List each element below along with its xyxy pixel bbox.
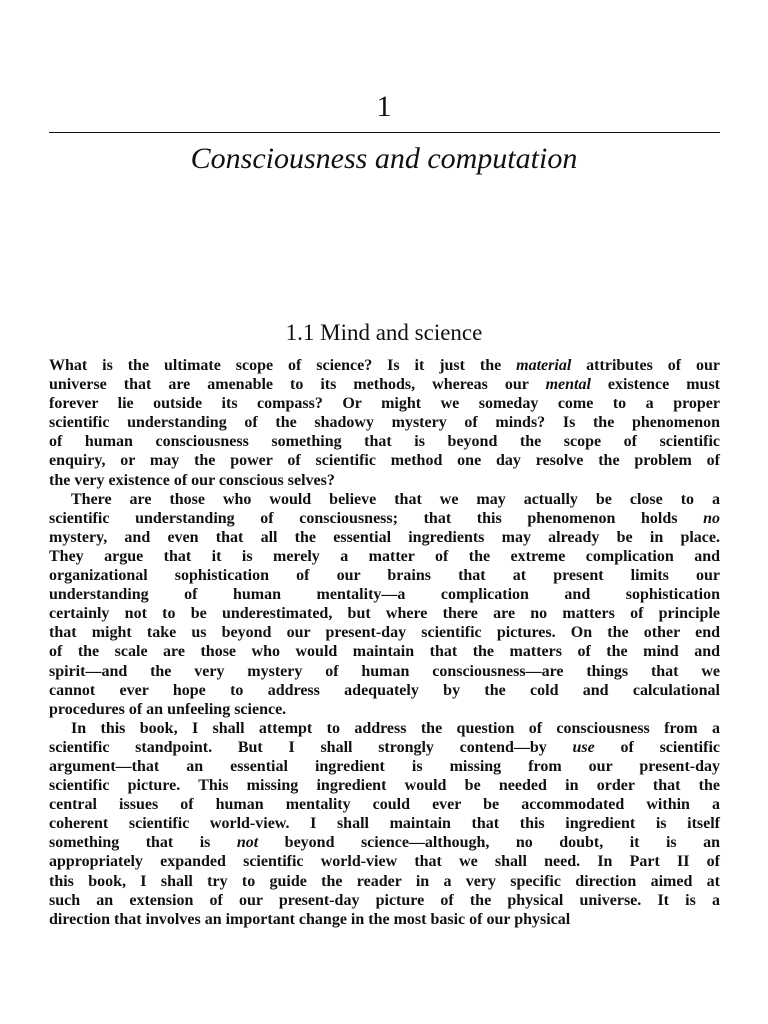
text-line: something that is not beyond science—although, no doubt, it is an [49, 834, 720, 852]
text-line: enquiry, or may the power of scientific method one day resolve the problem of [49, 452, 720, 470]
emphasized-word: use [572, 738, 595, 756]
emphasized-word: material [516, 357, 572, 374]
text-line: argument—that an essential ingredient is missing from our present-day [49, 757, 720, 775]
text-line: of the scale are those who would maintain that the matters of the mind and [49, 643, 720, 661]
text-line: cannot ever hope to address adequately by the cold and calculational [49, 681, 720, 699]
text-line: forever lie outside its compass? Or might we someday come to a proper [49, 395, 720, 413]
text-line: appropriately expanded scientific world-view that we shall need. In Part II of [49, 853, 720, 871]
text-line: organizational sophistication of our brains that at present limits our [49, 567, 720, 585]
text-line: scientific standpoint. But I shall strongly contend—by use of scientific [49, 738, 721, 756]
text-line: What is the ultimate scope of science? Is it just the material attributes of our [49, 357, 720, 374]
text-line: certainly not to be underestimated, but where there are no matters of principle [49, 605, 720, 623]
text-line: such an extension of our present-day picture of the physical universe. It is a [49, 891, 720, 909]
chapter-divider [49, 132, 720, 133]
text-line: procedures of an unfeeling science. [49, 700, 287, 718]
emphasized-word: mental [545, 376, 591, 394]
text-line: that might take us beyond our present-day scientific pictures. On the other end [49, 624, 720, 642]
text-line: of human consciousness something that is beyond the scope of scientific [49, 433, 720, 451]
text-line: universe that are amenable to its methods, whereas our mental existence must [49, 376, 720, 394]
text-line: spirit—and the very mystery of human consciousness—are things that we [49, 662, 720, 680]
text-line: coherent scientific world-view. I shall maintain that this ingredient is itself [49, 815, 720, 833]
text-line: direction that involves an important change in the most basic of our physical [49, 910, 571, 928]
paragraph [49, 719, 720, 929]
text-line: scientific picture. This missing ingredient would be needed in order that the [49, 777, 720, 795]
chapter-title: Consciousness and computation [190, 142, 578, 175]
text-line: In this book, I shall attempt to address the question of consciousness from a [71, 719, 720, 737]
text-line: scientific understanding of consciousness; that this phenomenon holds no [49, 509, 720, 527]
text-line: They argue that it is merely a matter of the extreme complication and [49, 547, 720, 565]
text-line: central issues of human mentality could ever be accommodated within a [49, 796, 720, 814]
text-line: There are those who would believe that we may actually be close to a [71, 490, 720, 508]
text-line: scientific understanding of the shadowy mystery of minds? Is the phenomenon [49, 414, 720, 432]
paragraph [49, 356, 720, 490]
emphasized-word: no [703, 509, 720, 527]
text-line: the very existence of our conscious selves? [49, 471, 335, 489]
paragraph [49, 490, 720, 719]
chapter-number: 1 [376, 90, 392, 123]
text-line: this book, I shall try to guide the reader in a very specific direction aimed at [49, 872, 720, 890]
body-text [49, 356, 720, 929]
text-line: understanding of human mentality—a complication and sophistication [49, 586, 720, 604]
emphasized-word: not [236, 834, 259, 852]
text-line: mystery, and even that all the essential ingredients may already be in place. [49, 528, 720, 546]
section-title: 1.1 Mind and science [285, 320, 483, 345]
